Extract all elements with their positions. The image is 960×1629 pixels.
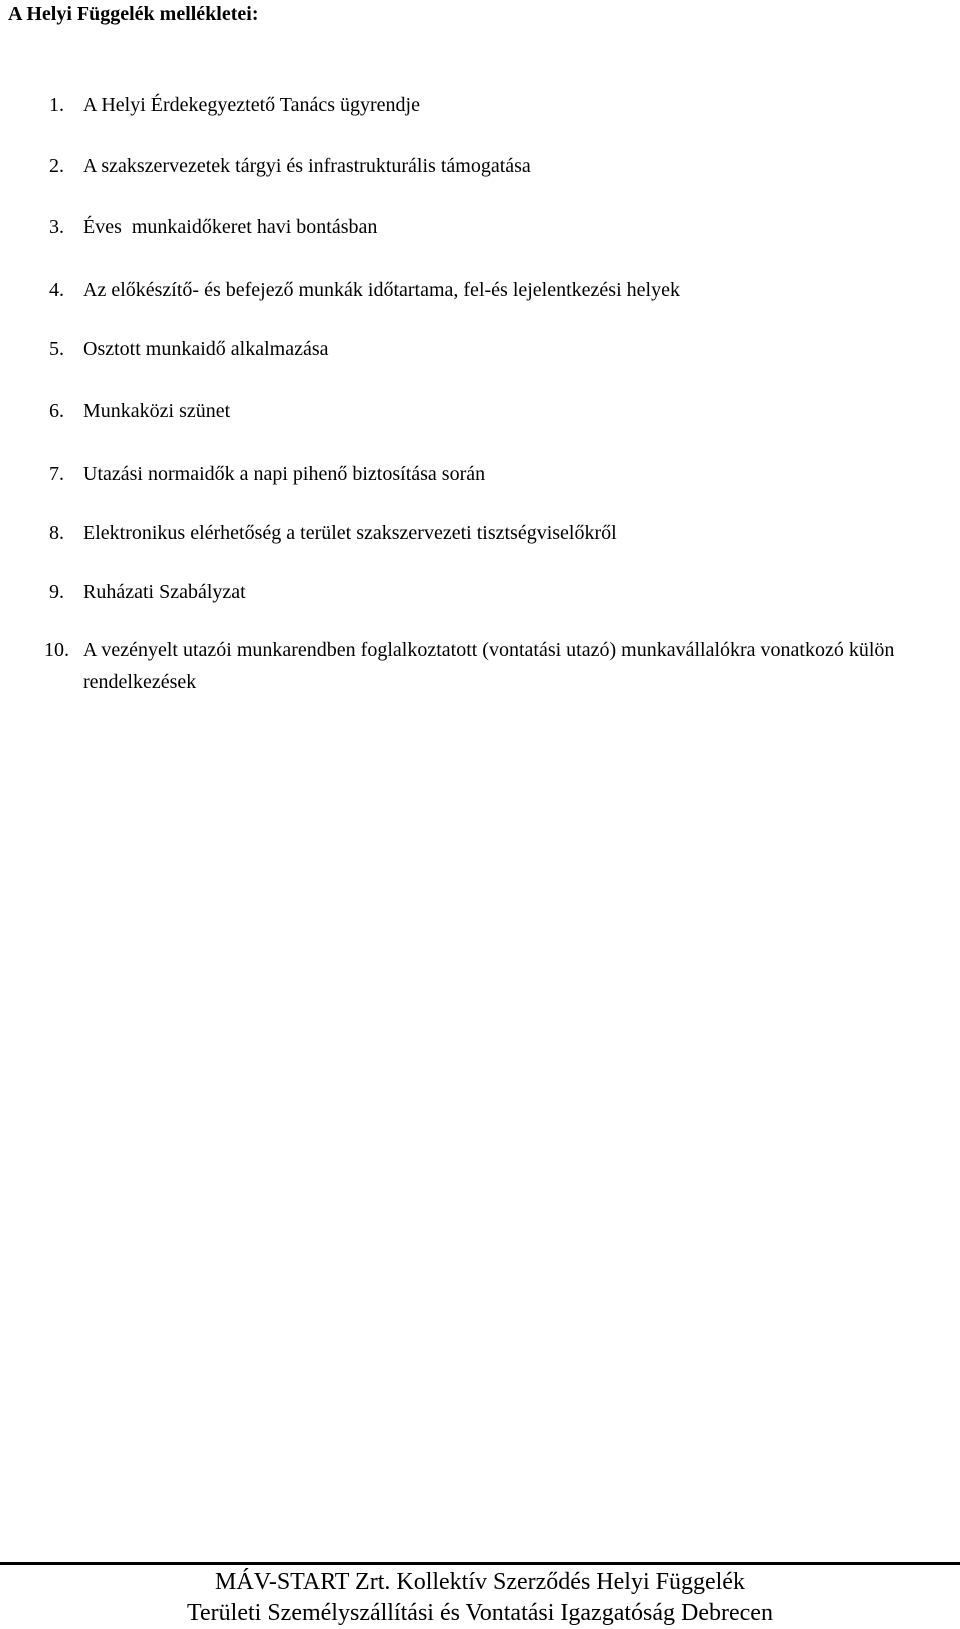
list-item-text: A vezényelt utazói munkarendben foglalkoztatott (vontatási utazó) munkavállalókra vonatkozó külön rendelkezések [83,639,895,693]
list-item-number: 7. [49,463,64,485]
list-item-number: 9. [49,581,64,603]
list-item-text: Elektronikus elérhetőség a terület szakszervezeti tisztségviselőkről [83,522,617,544]
list-item-text: A Helyi Érdekegyeztető Tanács ügyrendje [83,94,420,116]
page-heading: A Helyi Függelék mellékletei: [8,3,259,25]
footer-title: MÁV-START Zrt. Kollektív Szerződés Helyi Függelék [215,1569,745,1595]
list-item-text: Az előkészítő- és befejező munkák időtartama, fel-és lejelentkezési helyek [83,279,680,301]
list-item-number: 6. [49,400,64,422]
list-item-number: 5. [49,338,64,360]
list-item-text: Osztott munkaidő alkalmazása [83,338,329,360]
list-item-text: Utazási normaidők a napi pihenő biztosítása során [83,463,486,485]
list-item-number: 4. [49,279,64,301]
list-item-number: 10. [44,639,69,661]
list-item-text: Éves munkaidőkeret havi bontásban [83,216,378,238]
list-item-number: 8. [49,522,64,544]
list-item-number: 3. [49,216,64,238]
list-item-text: Munkaközi szünet [83,400,231,422]
list-item-text: A szakszervezetek tárgyi és infrastrukturális támogatása [83,155,531,177]
list-item-text: Ruházati Szabályzat [83,581,246,603]
list-item-number: 2. [49,155,64,177]
footer-divider [0,1562,960,1565]
list-item-number: 1. [49,94,64,116]
footer-subtitle: Területi Személyszállítási és Vontatási Igazgatóság Debrecen [187,1600,773,1626]
